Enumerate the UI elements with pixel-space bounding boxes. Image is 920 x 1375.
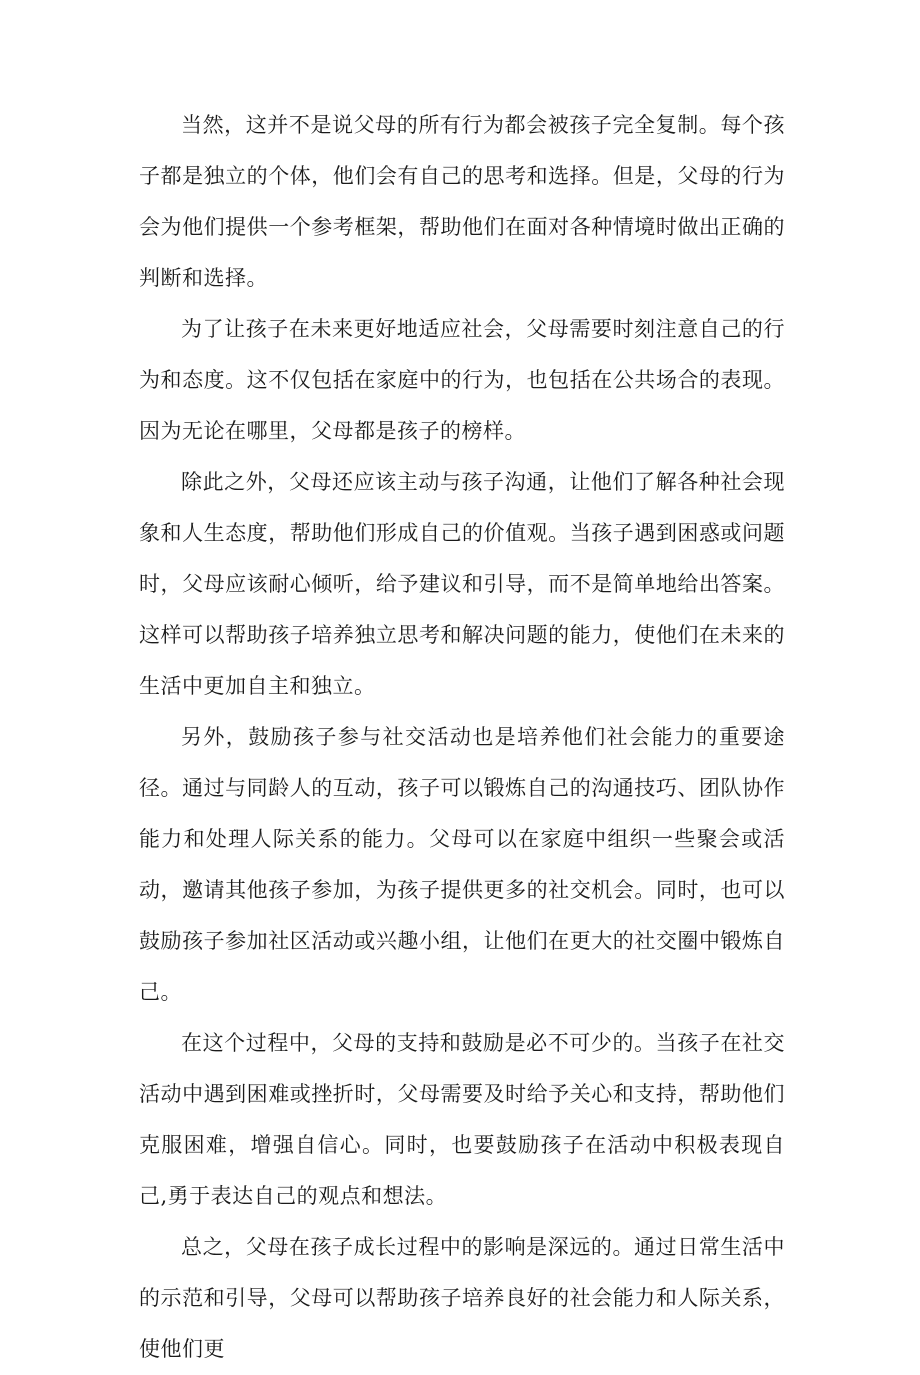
- document-page: [139, 100, 785, 1375]
- paragraph: 总之，父母在孩子成长过程中的影响是深远的。通过日常生活中的示范和引导，父母可以帮助孩子培养良好的社会能力和人际关系，使他们更: [139, 1235, 785, 1361]
- paragraph: 除此之外，父母还应该主动与孩子沟通，让他们了解各种社会现象和人生态度，帮助他们形成自己的价值观。当孩子遇到困惑或问题时，父母应该耐心倾听，给予建议和引导，而不是简单地给出答案。这样可以帮助孩子培养独立思考和解决问题的能力，使他们在未来的生活中更加自主和独立。: [139, 470, 785, 698]
- paragraph: 为了让孩子在未来更好地适应社会，父母需要时刻注意自己的行为和态度。这不仅包括在家庭中的行为，也包括在公共场合的表现。因为无论在哪里，父母都是孩子的榜样。: [139, 317, 785, 443]
- paragraph: 当然，这并不是说父母的所有行为都会被孩子完全复制。每个孩子都是独立的个体，他们会有自己的思考和选择。但是，父母的行为会为他们提供一个参考框架，帮助他们在面对各种情境时做出正确的判断和选择。: [139, 113, 785, 290]
- paragraph: 另外，鼓励孩子参与社交活动也是培养他们社会能力的重要途径。通过与同龄人的互动，孩子可以锻炼自己的沟通技巧、团队协作能力和处理人际关系的能力。父母可以在家庭中组织一些聚会或活动，邀请其他孩子参加，为孩子提供更多的社交机会。同时，也可以鼓励孩子参加社区活动或兴趣小组，让他们在更大的社交圈中锻炼自己。: [139, 725, 785, 1004]
- paragraph: 在这个过程中，父母的支持和鼓励是必不可少的。当孩子在社交活动中遇到困难或挫折时，父母需要及时给予关心和支持，帮助他们克服困难，增强自信心。同时，也要鼓励孩子在活动中积极表现自己,勇于表达自己的观点和想法。: [139, 1031, 785, 1208]
